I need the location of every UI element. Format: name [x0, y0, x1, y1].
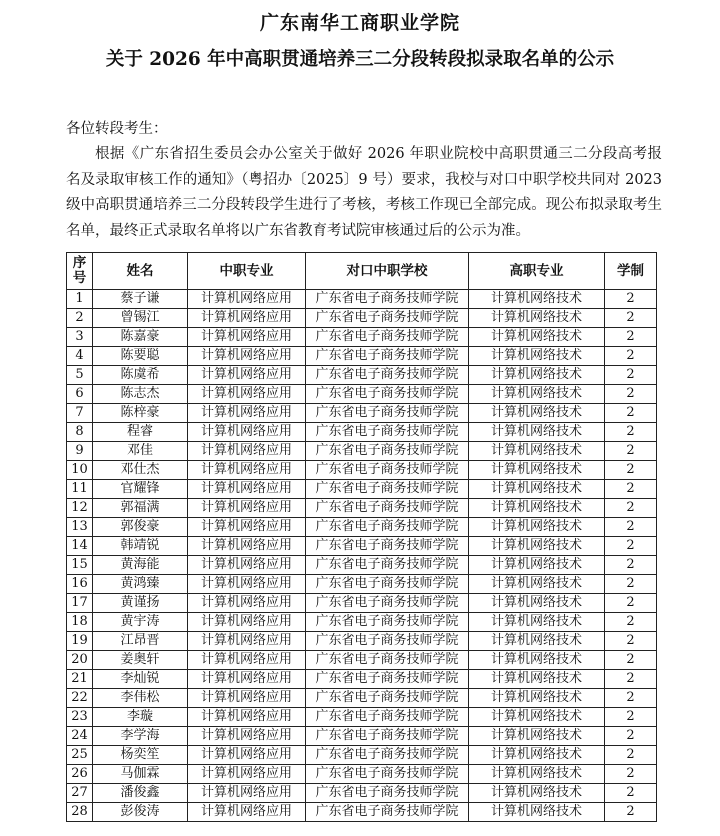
cell-name: 李灿锐 — [93, 670, 188, 689]
cell-higher-major: 计算机网络技术 — [469, 594, 605, 613]
cell-index: 25 — [67, 746, 93, 765]
cell-duration: 2 — [605, 366, 657, 385]
table-row — [67, 746, 657, 765]
cell-duration: 2 — [605, 385, 657, 404]
cell-higher-major: 计算机网络技术 — [469, 347, 605, 366]
table-row — [67, 290, 657, 309]
cell-higher-major: 计算机网络技术 — [469, 708, 605, 727]
cell-secondary-major: 计算机网络应用 — [188, 708, 306, 727]
cell-secondary-major: 计算机网络应用 — [188, 499, 306, 518]
cell-secondary-school: 广东省电子商务技师学院 — [306, 803, 469, 822]
cell-secondary-school: 广东省电子商务技师学院 — [306, 518, 469, 537]
cell-higher-major: 计算机网络技术 — [469, 366, 605, 385]
cell-secondary-major: 计算机网络应用 — [188, 537, 306, 556]
cell-duration: 2 — [605, 670, 657, 689]
cell-index: 21 — [67, 670, 93, 689]
table-row — [67, 594, 657, 613]
cell-name: 江昂晋 — [93, 632, 188, 651]
cell-name: 陈志杰 — [93, 385, 188, 404]
table-row — [67, 708, 657, 727]
cell-name: 黄宇涛 — [93, 613, 188, 632]
cell-higher-major: 计算机网络技术 — [469, 518, 605, 537]
cell-secondary-school: 广东省电子商务技师学院 — [306, 689, 469, 708]
cell-index: 9 — [67, 442, 93, 461]
cell-name: 黄谨扬 — [93, 594, 188, 613]
cell-name: 黄海能 — [93, 556, 188, 575]
greeting: 各位转段考生： — [66, 121, 168, 137]
admission-table — [66, 252, 657, 822]
cell-secondary-major: 计算机网络应用 — [188, 556, 306, 575]
table-row — [67, 556, 657, 575]
cell-secondary-major: 计算机网络应用 — [188, 784, 306, 803]
cell-index: 17 — [67, 594, 93, 613]
cell-secondary-major: 计算机网络应用 — [188, 347, 306, 366]
cell-name: 郭福满 — [93, 499, 188, 518]
cell-duration: 2 — [605, 575, 657, 594]
table-row — [67, 613, 657, 632]
cell-higher-major: 计算机网络技术 — [469, 423, 605, 442]
cell-name: 陈梓豪 — [93, 404, 188, 423]
table-row — [67, 537, 657, 556]
cell-index: 26 — [67, 765, 93, 784]
table-row — [67, 423, 657, 442]
cell-duration: 2 — [605, 727, 657, 746]
cell-secondary-school: 广东省电子商务技师学院 — [306, 461, 469, 480]
cell-higher-major: 计算机网络技术 — [469, 499, 605, 518]
cell-secondary-school: 广东省电子商务技师学院 — [306, 404, 469, 423]
cell-index: 1 — [67, 290, 93, 309]
cell-name: 潘俊鑫 — [93, 784, 188, 803]
cell-duration: 2 — [605, 347, 657, 366]
cell-index: 23 — [67, 708, 93, 727]
cell-secondary-school: 广东省电子商务技师学院 — [306, 366, 469, 385]
cell-higher-major: 计算机网络技术 — [469, 385, 605, 404]
table-row — [67, 518, 657, 537]
table-row — [67, 328, 657, 347]
col-header-secondary-major: 中职专业 — [188, 253, 306, 290]
cell-duration: 2 — [605, 461, 657, 480]
cell-index: 2 — [67, 309, 93, 328]
cell-name: 李学海 — [93, 727, 188, 746]
cell-secondary-major: 计算机网络应用 — [188, 765, 306, 784]
cell-duration: 2 — [605, 746, 657, 765]
cell-index: 27 — [67, 784, 93, 803]
cell-secondary-school: 广东省电子商务技师学院 — [306, 670, 469, 689]
cell-index: 8 — [67, 423, 93, 442]
cell-secondary-major: 计算机网络应用 — [188, 670, 306, 689]
cell-higher-major: 计算机网络技术 — [469, 442, 605, 461]
cell-secondary-school: 广东省电子商务技师学院 — [306, 385, 469, 404]
cell-duration: 2 — [605, 442, 657, 461]
cell-duration: 2 — [605, 613, 657, 632]
cell-secondary-major: 计算机网络应用 — [188, 632, 306, 651]
cell-duration: 2 — [605, 290, 657, 309]
cell-name: 杨奕笙 — [93, 746, 188, 765]
cell-secondary-major: 计算机网络应用 — [188, 613, 306, 632]
cell-index: 10 — [67, 461, 93, 480]
cell-index: 11 — [67, 480, 93, 499]
cell-secondary-major: 计算机网络应用 — [188, 689, 306, 708]
cell-name: 官耀锋 — [93, 480, 188, 499]
cell-secondary-school: 广东省电子商务技师学院 — [306, 537, 469, 556]
cell-higher-major: 计算机网络技术 — [469, 765, 605, 784]
cell-higher-major: 计算机网络技术 — [469, 746, 605, 765]
cell-higher-major: 计算机网络技术 — [469, 537, 605, 556]
table-row — [67, 366, 657, 385]
table-row — [67, 689, 657, 708]
table-row — [67, 442, 657, 461]
table-row — [67, 461, 657, 480]
cell-duration: 2 — [605, 556, 657, 575]
col-header-higher-major: 高职专业 — [469, 253, 605, 290]
cell-secondary-major: 计算机网络应用 — [188, 385, 306, 404]
cell-secondary-school: 广东省电子商务技师学院 — [306, 290, 469, 309]
cell-secondary-school: 广东省电子商务技师学院 — [306, 309, 469, 328]
table-row — [67, 404, 657, 423]
cell-duration: 2 — [605, 708, 657, 727]
cell-higher-major: 计算机网络技术 — [469, 632, 605, 651]
cell-duration: 2 — [605, 499, 657, 518]
cell-name: 曾锡江 — [93, 309, 188, 328]
cell-name: 彭俊涛 — [93, 803, 188, 822]
table-row — [67, 651, 657, 670]
cell-name: 马伽霖 — [93, 765, 188, 784]
cell-index: 22 — [67, 689, 93, 708]
cell-secondary-school: 广东省电子商务技师学院 — [306, 328, 469, 347]
table-row — [67, 309, 657, 328]
cell-name: 邓仕杰 — [93, 461, 188, 480]
cell-index: 16 — [67, 575, 93, 594]
cell-name: 郭俊豪 — [93, 518, 188, 537]
cell-name: 李伟松 — [93, 689, 188, 708]
cell-name: 韩靖锐 — [93, 537, 188, 556]
cell-index: 6 — [67, 385, 93, 404]
cell-name: 李璇 — [93, 708, 188, 727]
cell-name: 蔡子谦 — [93, 290, 188, 309]
cell-higher-major: 计算机网络技术 — [469, 727, 605, 746]
cell-secondary-major: 计算机网络应用 — [188, 746, 306, 765]
cell-duration: 2 — [605, 803, 657, 822]
table-row — [67, 784, 657, 803]
cell-duration: 2 — [605, 689, 657, 708]
cell-duration: 2 — [605, 404, 657, 423]
cell-secondary-major: 计算机网络应用 — [188, 290, 306, 309]
cell-higher-major: 计算机网络技术 — [469, 784, 605, 803]
cell-index: 5 — [67, 366, 93, 385]
cell-secondary-major: 计算机网络应用 — [188, 518, 306, 537]
table-row — [67, 727, 657, 746]
cell-secondary-school: 广东省电子商务技师学院 — [306, 499, 469, 518]
cell-higher-major: 计算机网络技术 — [469, 613, 605, 632]
cell-higher-major: 计算机网络技术 — [469, 290, 605, 309]
cell-secondary-major: 计算机网络应用 — [188, 480, 306, 499]
cell-secondary-school: 广东省电子商务技师学院 — [306, 347, 469, 366]
cell-secondary-major: 计算机网络应用 — [188, 442, 306, 461]
cell-secondary-major: 计算机网络应用 — [188, 803, 306, 822]
cell-secondary-major: 计算机网络应用 — [188, 309, 306, 328]
table-row — [67, 670, 657, 689]
cell-secondary-school: 广东省电子商务技师学院 — [306, 480, 469, 499]
col-header-name: 姓名 — [93, 253, 188, 290]
cell-index: 20 — [67, 651, 93, 670]
table-row — [67, 575, 657, 594]
table-row — [67, 765, 657, 784]
cell-duration: 2 — [605, 784, 657, 803]
cell-index: 18 — [67, 613, 93, 632]
cell-secondary-school: 广东省电子商务技师学院 — [306, 556, 469, 575]
cell-index: 24 — [67, 727, 93, 746]
cell-secondary-major: 计算机网络应用 — [188, 328, 306, 347]
col-header-index: 序号 — [67, 253, 93, 290]
table-row — [67, 385, 657, 404]
cell-duration: 2 — [605, 423, 657, 442]
cell-secondary-school: 广东省电子商务技师学院 — [306, 594, 469, 613]
cell-duration: 2 — [605, 651, 657, 670]
cell-secondary-school: 广东省电子商务技师学院 — [306, 423, 469, 442]
cell-higher-major: 计算机网络技术 — [469, 328, 605, 347]
cell-secondary-major: 计算机网络应用 — [188, 727, 306, 746]
cell-secondary-school: 广东省电子商务技师学院 — [306, 651, 469, 670]
cell-index: 12 — [67, 499, 93, 518]
cell-name: 陈嘉豪 — [93, 328, 188, 347]
cell-higher-major: 计算机网络技术 — [469, 651, 605, 670]
cell-duration: 2 — [605, 309, 657, 328]
cell-duration: 2 — [605, 594, 657, 613]
cell-secondary-school: 广东省电子商务技师学院 — [306, 746, 469, 765]
cell-higher-major: 计算机网络技术 — [469, 803, 605, 822]
notice-title: 关于 2026 年中高职贯通培养三二分段转段拟录取名单的公示 — [105, 49, 615, 70]
cell-index: 15 — [67, 556, 93, 575]
table-row — [67, 632, 657, 651]
cell-higher-major: 计算机网络技术 — [469, 575, 605, 594]
cell-index: 4 — [67, 347, 93, 366]
cell-higher-major: 计算机网络技术 — [469, 556, 605, 575]
cell-higher-major: 计算机网络技术 — [469, 480, 605, 499]
cell-duration: 2 — [605, 518, 657, 537]
cell-secondary-school: 广东省电子商务技师学院 — [306, 784, 469, 803]
cell-name: 黄鸿臻 — [93, 575, 188, 594]
cell-name: 陈虞希 — [93, 366, 188, 385]
cell-duration: 2 — [605, 328, 657, 347]
cell-duration: 2 — [605, 537, 657, 556]
cell-name: 姜奥轩 — [93, 651, 188, 670]
cell-secondary-school: 广东省电子商务技师学院 — [306, 708, 469, 727]
cell-name: 陈要聪 — [93, 347, 188, 366]
cell-name: 程睿 — [93, 423, 188, 442]
notice-body: 根据《广东省招生委员会办公室关于做好 2026 年职业院校中高职贯通三二分段高考报名及录取审核工作的通知》（粤招办〔2025〕9 号）要求，我校与对口中职学校共同对 2023 级中高职贯通培养三二分段转段学生进行了考核，考核工作现已全部完成。现公布拟录取考生名单，最终正式录取名单将以广东省教育考试院审核通过后的公示为准。 — [66, 146, 662, 239]
cell-secondary-school: 广东省电子商务技师学院 — [306, 765, 469, 784]
cell-index: 19 — [67, 632, 93, 651]
cell-duration: 2 — [605, 765, 657, 784]
cell-index: 14 — [67, 537, 93, 556]
cell-higher-major: 计算机网络技术 — [469, 309, 605, 328]
cell-secondary-major: 计算机网络应用 — [188, 423, 306, 442]
cell-secondary-major: 计算机网络应用 — [188, 366, 306, 385]
cell-higher-major: 计算机网络技术 — [469, 670, 605, 689]
cell-index: 13 — [67, 518, 93, 537]
cell-secondary-school: 广东省电子商务技师学院 — [306, 575, 469, 594]
cell-secondary-school: 广东省电子商务技师学院 — [306, 727, 469, 746]
table-row — [67, 803, 657, 822]
cell-name: 邓佳 — [93, 442, 188, 461]
cell-secondary-major: 计算机网络应用 — [188, 575, 306, 594]
cell-index: 28 — [67, 803, 93, 822]
school-title: 广东南华工商职业学院 — [259, 12, 460, 34]
cell-secondary-major: 计算机网络应用 — [188, 651, 306, 670]
cell-higher-major: 计算机网络技术 — [469, 689, 605, 708]
table-row — [67, 480, 657, 499]
table-body — [67, 290, 657, 822]
col-header-duration: 学制 — [605, 253, 657, 290]
cell-index: 3 — [67, 328, 93, 347]
cell-secondary-major: 计算机网络应用 — [188, 594, 306, 613]
cell-higher-major: 计算机网络技术 — [469, 404, 605, 423]
cell-secondary-school: 广东省电子商务技师学院 — [306, 632, 469, 651]
cell-secondary-school: 广东省电子商务技师学院 — [306, 613, 469, 632]
cell-secondary-major: 计算机网络应用 — [188, 461, 306, 480]
cell-index: 7 — [67, 404, 93, 423]
table-header-row — [67, 253, 657, 290]
cell-duration: 2 — [605, 632, 657, 651]
cell-secondary-major: 计算机网络应用 — [188, 404, 306, 423]
cell-higher-major: 计算机网络技术 — [469, 461, 605, 480]
table-row — [67, 347, 657, 366]
cell-secondary-school: 广东省电子商务技师学院 — [306, 442, 469, 461]
table-row — [67, 499, 657, 518]
col-header-secondary-school: 对口中职学校 — [306, 253, 469, 290]
cell-duration: 2 — [605, 480, 657, 499]
